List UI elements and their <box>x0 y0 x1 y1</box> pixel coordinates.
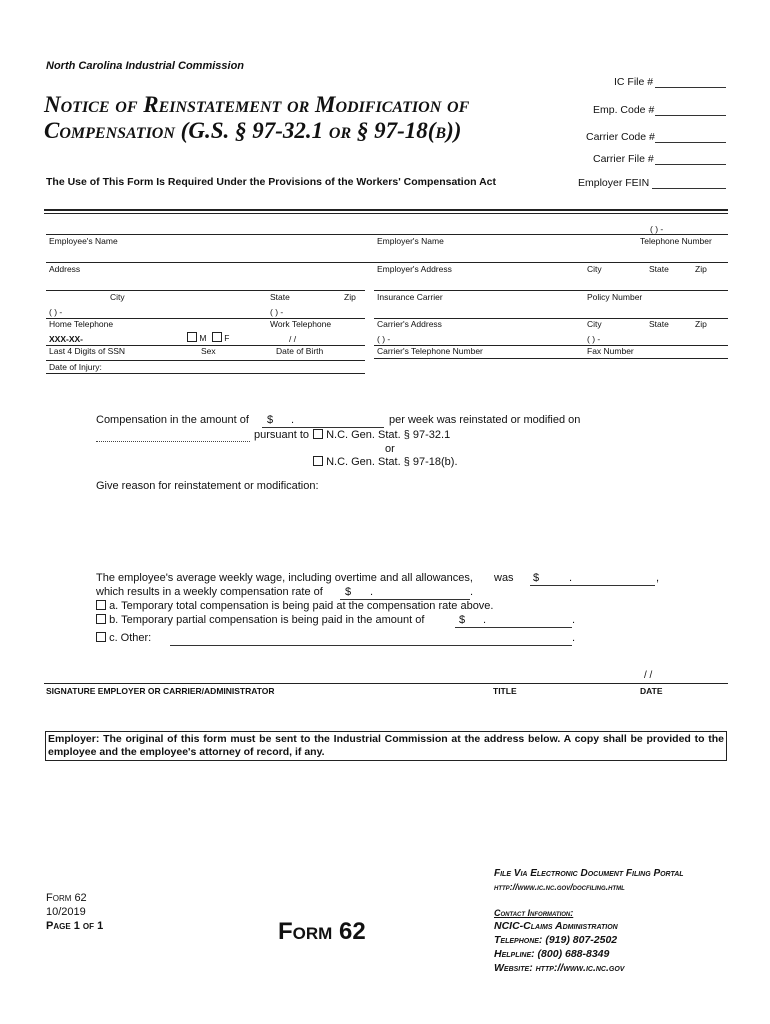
title-text-2: Compensation (G.S. § 97-32.1 or § 97-18(b)) <box>44 118 462 143</box>
header-rule-top <box>44 209 728 211</box>
employer-address-label: Employer's Address <box>377 264 452 274</box>
wage-amount-dot: . <box>569 572 573 584</box>
carrier-zip-label: Zip <box>695 319 707 329</box>
other-label: c. Other: <box>109 632 152 644</box>
statute-97-18b-label: N.C. Gen. Stat. § 97-18(b). <box>326 456 458 468</box>
telephone-number-label: Telephone Number <box>640 236 712 246</box>
sex-selector <box>187 332 229 343</box>
employee-zip-label: Zip <box>344 292 356 302</box>
average-wage-text: The employee's average weekly wage, including overtime and all allowances, <box>96 572 473 584</box>
reinstated-text: per week was reinstated or modified on <box>389 414 581 426</box>
agency-name: North Carolina Industrial Commission <box>46 60 245 72</box>
signature-line[interactable] <box>44 683 728 684</box>
employer-notice-box <box>45 731 727 761</box>
carrier-code-field[interactable] <box>655 142 726 143</box>
date-of-injury-label: Date of Injury: <box>49 362 102 372</box>
last4-ssn-label: Last 4 Digits of SSN <box>49 346 126 356</box>
rate-dollar-sign: $ <box>345 586 352 598</box>
header-rule-bottom <box>44 213 728 214</box>
statute-97-32-1-checkbox[interactable] <box>313 429 323 439</box>
statute-option-2 <box>313 456 458 468</box>
ncic-claims: NCIC-Claims Administration <box>494 920 618 932</box>
reason-prompt: Give reason for reinstatement or modification: <box>96 480 319 492</box>
form-revision: 10/2019 <box>46 906 86 918</box>
work-phone-mask[interactable]: ( ) - <box>270 307 284 317</box>
sex-label: Sex <box>201 346 216 356</box>
row6-line <box>46 360 365 361</box>
carrier-code-label: Carrier Code # <box>586 131 655 143</box>
title-label: TITLE <box>493 686 517 696</box>
employer-notice-text: Employer: The original of this form must be sent to the Industrial Commission at the address below. A copy shall be provided to the employee and the employee's attorney of record, if any. <box>48 733 724 758</box>
ic-file-field[interactable] <box>655 87 726 88</box>
partial-dollar-sign: $ <box>459 614 466 626</box>
other-field[interactable] <box>170 645 572 646</box>
statute-97-18b-checkbox[interactable] <box>313 456 323 466</box>
fax-number-label: Fax Number <box>587 346 634 356</box>
employer-city-label: City <box>587 264 602 274</box>
option-a <box>96 600 493 612</box>
form-title-line1 <box>44 92 469 118</box>
date-label: DATE <box>640 686 663 696</box>
employer-fein-label: Employer FEIN <box>578 177 650 189</box>
home-telephone-label: Home Telephone <box>49 319 114 329</box>
other-period: . <box>572 632 576 644</box>
page-count: Page 1 of 1 <box>46 920 104 932</box>
title-text-1: Notice of Reinstatement or Modification of <box>44 92 470 117</box>
partial-period: . <box>572 614 576 626</box>
emp-code-field[interactable] <box>655 115 726 116</box>
statute-option-1 <box>313 429 450 441</box>
employer-fein-field[interactable] <box>652 188 726 189</box>
carrier-file-field[interactable] <box>655 164 726 165</box>
work-telephone-label: Work Telephone <box>270 319 332 329</box>
home-phone-mask[interactable]: ( ) - <box>49 307 63 317</box>
row5-underline-right <box>374 358 728 359</box>
big-form-label: Form 62 <box>278 918 366 945</box>
contact-header: Contact Information: <box>494 908 574 918</box>
ssn-value[interactable]: XXX-XX- <box>49 334 84 344</box>
telephone-mask[interactable]: ( ) - <box>650 224 664 234</box>
carrier-state-label: State <box>649 319 669 329</box>
employee-state-label: State <box>270 292 290 302</box>
date-of-injury-underline[interactable] <box>46 373 365 374</box>
average-wage-field[interactable] <box>530 585 655 586</box>
sex-male-checkbox[interactable] <box>187 332 197 342</box>
compensation-amount-text: Compensation in the amount of <box>96 414 249 426</box>
carrier-city-label: City <box>587 319 602 329</box>
employee-city-label: City <box>110 292 125 302</box>
rate-amount-dot: . <box>370 586 374 598</box>
row3-line-right <box>374 290 728 291</box>
partial-amount-dot: . <box>483 614 487 626</box>
carrier-phone-value[interactable]: ( ) - <box>377 334 391 344</box>
weekly-rate-text: which results in a weekly compensation rate of <box>96 586 323 598</box>
row1-line <box>46 234 728 235</box>
compensation-amount-field[interactable] <box>262 427 384 428</box>
comp-amount-dot: . <box>291 414 295 426</box>
statute-97-32-1-label: N.C. Gen. Stat. § 97-32.1 <box>326 429 451 441</box>
employer-zip-label: Zip <box>695 264 707 274</box>
form-title-line2 <box>44 118 461 144</box>
fax-value[interactable]: ( ) - <box>587 334 601 344</box>
other-checkbox[interactable] <box>96 632 106 642</box>
form-number: Form 62 <box>46 892 87 904</box>
filing-portal-url[interactable]: http://www.ic.nc.gov/docfiling.html <box>494 882 625 892</box>
employer-name-label: Employer's Name <box>377 236 444 246</box>
dob-value[interactable]: / / <box>289 334 297 344</box>
was-text: was <box>494 572 514 584</box>
dob-label: Date of Birth <box>276 346 324 356</box>
option-c <box>96 632 151 644</box>
employer-state-label: State <box>649 264 669 274</box>
carrier-telephone-label: Carrier's Telephone Number <box>377 346 483 356</box>
row2-line <box>46 262 728 263</box>
temporary-partial-label: b. Temporary partial compensation is being paid in the amount of <box>109 614 425 626</box>
ic-file-label: IC File # <box>614 76 654 88</box>
address-label: Address <box>49 264 81 274</box>
contact-telephone: Telephone: (919) 807-2502 <box>494 934 618 946</box>
insurance-carrier-label: Insurance Carrier <box>377 292 443 302</box>
row3-line-left <box>46 290 365 291</box>
required-notice: The Use of This Form Is Required Under the Provisions of the Workers' Compensation Act <box>46 176 496 188</box>
temporary-total-label: a. Temporary total compensation is being paid at the compensation rate above. <box>109 600 494 612</box>
wage-comma: , <box>656 572 660 584</box>
sex-male-label: M <box>199 333 207 343</box>
policy-number-label: Policy Number <box>587 292 643 302</box>
rate-period: . <box>470 586 474 598</box>
contact-website[interactable]: Website: http://www.ic.nc.gov <box>494 962 625 974</box>
pursuant-to-text: pursuant to <box>254 429 310 441</box>
option-b <box>96 614 424 626</box>
temporary-partial-checkbox[interactable] <box>96 614 106 624</box>
comp-dollar-sign: $ <box>267 414 274 426</box>
carrier-address-label: Carrier's Address <box>377 319 442 329</box>
signature-label: SIGNATURE EMPLOYER OR CARRIER/ADMINISTRATOR <box>46 686 275 696</box>
sex-female-checkbox[interactable] <box>212 332 222 342</box>
wage-dollar-sign: $ <box>533 572 540 584</box>
carrier-file-label: Carrier File # <box>593 153 654 165</box>
or-text: or <box>385 443 395 455</box>
contact-helpline: Helpline: (800) 688-8349 <box>494 948 610 960</box>
emp-code-label: Emp. Code # <box>593 104 655 116</box>
employee-name-label: Employee's Name <box>49 236 118 246</box>
temporary-total-checkbox[interactable] <box>96 600 106 610</box>
sex-female-label: F <box>224 333 230 343</box>
partial-amount-field[interactable] <box>455 627 572 628</box>
reinstatement-date-field[interactable] <box>96 441 250 442</box>
signature-date-value[interactable]: / / <box>644 670 653 681</box>
filing-portal-heading: File Via Electronic Document Filing Portal <box>494 868 684 879</box>
